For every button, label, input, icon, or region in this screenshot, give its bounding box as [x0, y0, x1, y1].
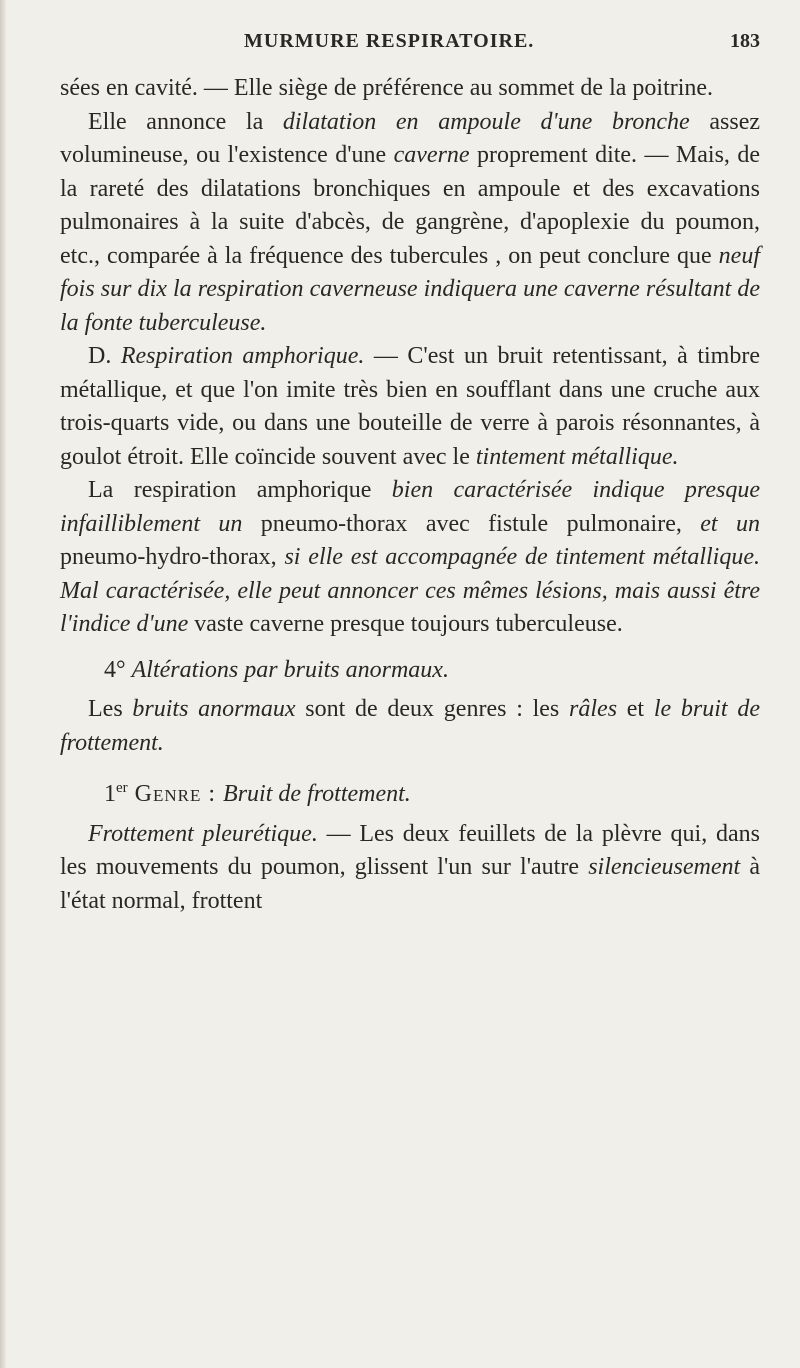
paragraph-4: La respiration amphorique bien caractérisée indique presque infailliblement un pneumo-thorax avec fistule pulmonaire, et un pneumo-hydro-thorax, si elle est accompagnée de tintement métallique. Mal caractérisée, elle peut annoncer ces mêmes lésions, mais aussi être l'indice d'une vaste caverne presque toujours tuberculeuse.: [60, 477, 761, 637]
paragraph-3: D. Respiration amphorique. — C'est un bruit retentissant, à timbre métallique, et que l'on imite très bien en soufflant dans une cruche aux trois-quarts vide, ou dans une bouteille de verre à parois résonnantes, à goulot étroit. Elle coïncide souvent avec le tintement métallique.: [60, 343, 760, 470]
running-title: MURMURE RESPIRATOIRE.: [244, 30, 535, 52]
section-heading-4: 4° Altérations par bruits anormaux.: [104, 656, 449, 683]
book-page: [60, 0, 760, 1368]
page-edge: [0, 0, 6, 1368]
paragraph-5: Les bruits anormaux sont de deux genres : les râles et le bruit de frottement.: [60, 696, 761, 756]
genre-heading: 1er Genre : Bruit de frottement.: [104, 780, 411, 807]
page-body: [60, 72, 760, 918]
paragraph-2: Elle annonce la dilatation en ampoule d'une bronche assez volumineuse, ou l'existence d'une caverne proprement dite. — Mais, de la rareté des dilatations bronchiques en ampoule et des excavations pulmonaires à la suite d'abcès, de gangrène, d'apoplexie du poumon, etc., comparée à la fréquence des tubercules , on peut conclure que neuf fois sur dix la respiration caverneuse indiquera une caverne résultant de la fonte tuberculeuse.: [60, 108, 760, 336]
paragraph-6: Frottement pleurétique. — Les deux feuillets de la plèvre qui, dans les mouvements du poumon, glissent l'un sur l'autre silencieusement à l'état normal, frottent: [60, 820, 761, 914]
page-number: 183: [730, 30, 760, 52]
page-header: [60, 30, 760, 70]
paragraph-1: sées en cavité. — Elle siège de préférence au sommet de la poitrine.: [60, 75, 714, 101]
